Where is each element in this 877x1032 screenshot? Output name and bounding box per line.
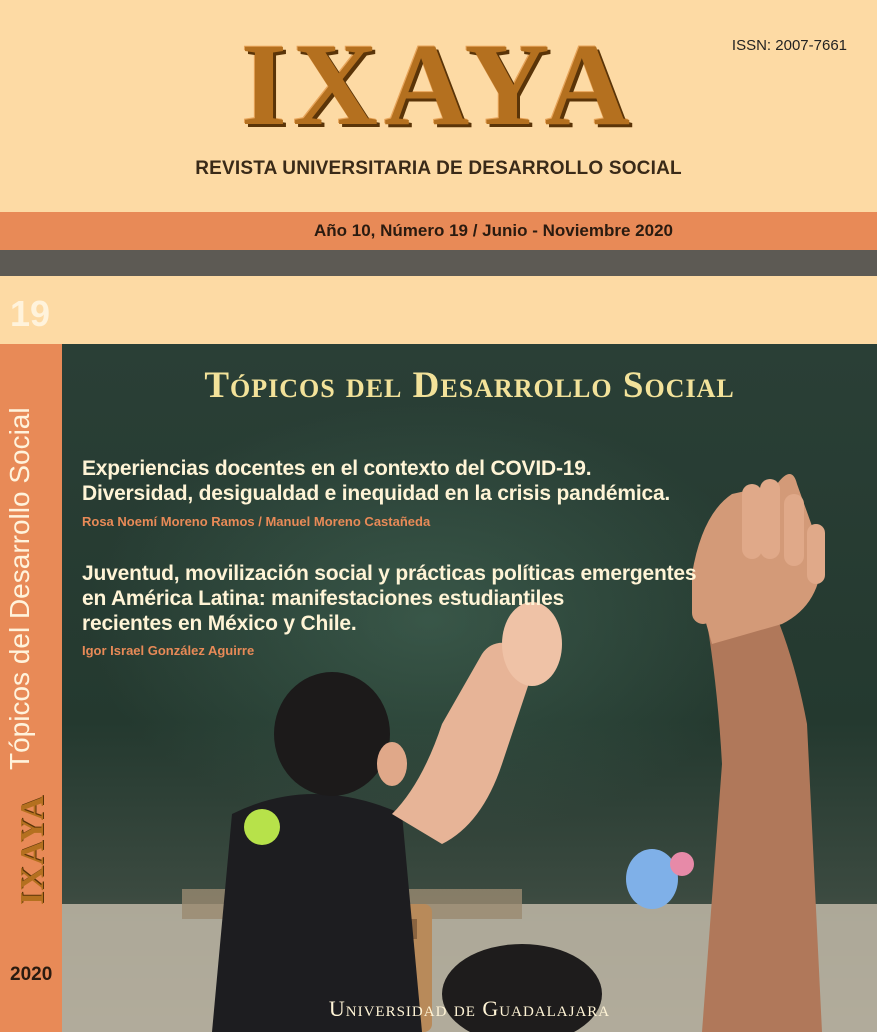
article-2-title (82, 561, 696, 636)
article-2-authors: Igor Israel González Aguirre (82, 643, 255, 658)
section-title: Tópicos del Desarrollo Social (204, 365, 735, 406)
publisher-name: Universidad de Guadalajara (328, 996, 611, 1021)
article-2-title-line-3: recientes en México y Chile. (82, 612, 357, 635)
journal-subtitle: REVISTA UNIVERSITARIA DE DESARROLLO SOCIAL (195, 158, 682, 179)
issue-number: 19 (10, 293, 51, 334)
spine-title: Tópicos del Desarrollo Social (4, 407, 35, 770)
article-1-authors: Rosa Noemí Moreno Ramos / Manuel Moreno Castañeda (82, 514, 431, 529)
classroom-illustration (62, 344, 877, 1032)
cover-photo (62, 344, 877, 1032)
article-1-title (82, 456, 670, 506)
article-1-title-line-2: Diversidad, desigualdad e inequidad en la crisis pandémica. (82, 482, 671, 505)
cream-strip (0, 276, 877, 344)
spine-logo: IXAYA (14, 794, 51, 905)
cover-header (0, 0, 877, 212)
issn-label: ISSN: 2007-7661 (731, 37, 847, 54)
article-2-title-line-1: Juventud, movilización social y prácticas políticas emergentes (82, 562, 697, 585)
spine-year: 2020 (10, 964, 53, 985)
divider-band (0, 250, 877, 276)
article-2-title-line-2: en América Latina: manifestaciones estudiantiles (82, 587, 565, 610)
article-1-title-line-1: Experiencias docentes en el contexto del COVID-19. (82, 457, 592, 480)
journal-logo: IXAYA (240, 19, 637, 150)
issue-band (0, 212, 877, 250)
issue-info: Año 10, Número 19 / Junio - Noviembre 2020 (313, 221, 673, 240)
